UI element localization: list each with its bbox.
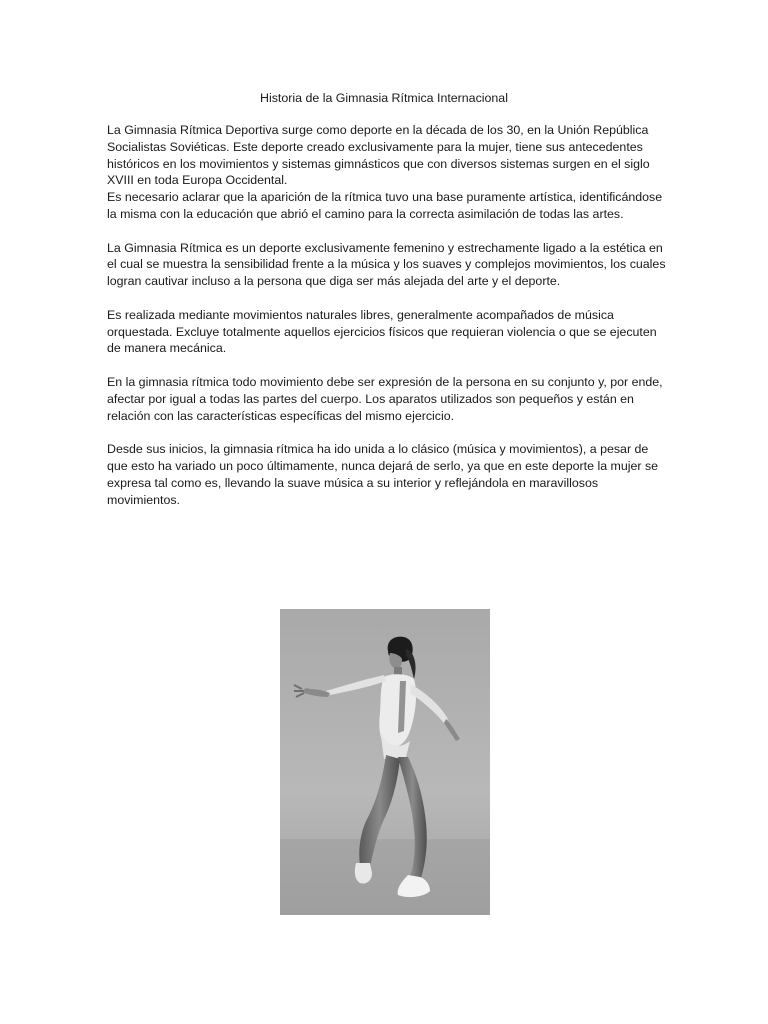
- paragraph-2: Es necesario aclarar que la aparición de la rítmica tuvo una base puramente artística, identificándose la misma con la educación que abrió el camino para la correcta asimilación de todas las artes.: [107, 190, 663, 221]
- paragraph-1: La Gimnasia Rítmica Deportiva surge como deporte en la década de los 30, en la Unión República Socialistas Soviéticas. Este deporte creado exclusivamente para la mujer, tiene sus antecedentes históricos en los movimientos y sistemas gimnásticos que con diversos sistemas surgen en el siglo XVIII en toda Europa Occidental.: [107, 123, 650, 188]
- gymnast-photo: [280, 609, 490, 915]
- paragraph-3: La Gimnasia Rítmica es un deporte exclusivamente femenino y estrechamente ligado a la estética en el cual se muestra la sensibilidad frente a la música y los suaves y complejos movimientos, los cuales logran cautivar incluso a la persona que diga ser más alejada del arte y el deporte.: [107, 240, 666, 289]
- paragraph-6: Desde sus inicios, la gimnasia rítmica ha ido unida a lo clásico (música y movimientos), a pesar de que esto ha variado un poco últimamente, nunca dejará de serlo, ya que en este deporte la mujer se expresa tal como es, llevando la suave música a su interior y reflejándola en maravillosos movimientos.: [107, 442, 659, 507]
- paragraph-4: Es realizada mediante movimientos naturales libres, generalmente acompañados de música orquestada. Excluye totalmente aquellos ejercicios físicos que requieran violencia o que se ejecuten de manera mecánica.: [107, 307, 657, 356]
- document-title: Historia de la Gimnasia Rítmica Internacional: [260, 91, 508, 105]
- paragraph-5: En la gimnasia rítmica todo movimiento debe ser expresión de la persona en su conjunto y, por ende, afectar por igual a todas las partes del cuerpo. Los aparatos utilizados son pequeños y están en relación con las características específicas del mismo ejercicio.: [107, 374, 663, 423]
- document-body: [107, 122, 667, 525]
